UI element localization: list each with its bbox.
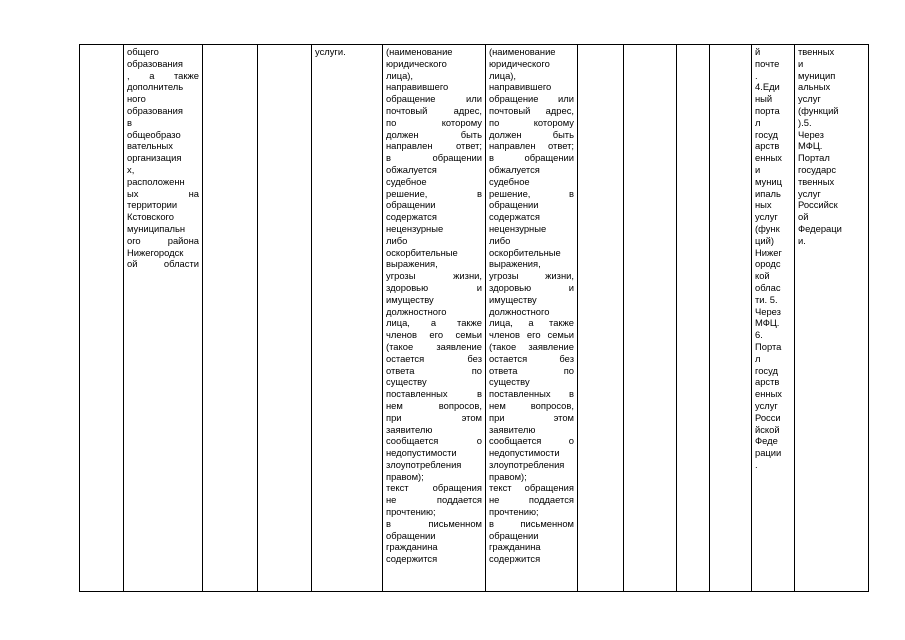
table-cell-refusal-grounds-a: [383, 45, 486, 592]
text-line: Кстовского: [127, 211, 174, 223]
text-line: услуг: [755, 211, 778, 223]
channels-text-a: [755, 46, 791, 471]
text-line: муниципальн: [127, 222, 186, 234]
text-line: дополнитель: [127, 81, 184, 93]
text-line: л: [755, 352, 761, 364]
text-line: ипаль: [755, 187, 781, 199]
text-line: образования: [127, 104, 183, 116]
text-line: нем вопросов,: [489, 399, 574, 411]
channels-text-b: [798, 46, 865, 247]
text-line: прочтению;: [489, 506, 539, 518]
text-line: нем вопросов,: [386, 399, 482, 411]
text-line: ородс: [755, 258, 781, 270]
text-line: нецензурные: [489, 222, 547, 234]
table-cell-refusal-grounds-b: [486, 45, 578, 592]
text-line: направлен ответ;: [386, 140, 482, 152]
text-line: направившего: [489, 81, 552, 93]
text-line: прочтению;: [386, 506, 436, 518]
text-line: при этом: [489, 411, 574, 423]
text-line: остается без: [489, 352, 574, 364]
services-table: [79, 44, 869, 592]
text-line: текст обращения: [386, 482, 482, 494]
text-line: твенных: [798, 46, 835, 57]
text-line: обращении: [386, 199, 436, 211]
text-line: ).5.: [798, 116, 812, 128]
text-line: альных: [798, 81, 831, 93]
text-line: услуг: [798, 93, 821, 105]
text-line: в обращении: [489, 152, 574, 164]
refusal-grounds-text-b: [489, 46, 574, 565]
text-line: оскорбительные: [489, 246, 561, 258]
text-line: угрозы жизни,: [489, 270, 574, 282]
text-line: недопустимости: [386, 447, 457, 459]
text-line: выражения,: [386, 258, 438, 270]
table-cell-empty-3: [258, 45, 312, 592]
text-line: обжалуется: [489, 163, 540, 175]
text-line: содержатся: [386, 211, 437, 223]
text-line: судебное: [386, 175, 427, 187]
text-line: общего: [127, 46, 159, 57]
text-line: госуд: [755, 128, 778, 140]
text-line: обращении: [489, 529, 539, 541]
text-line: лица),: [386, 69, 414, 81]
text-line: расположенн: [127, 175, 185, 187]
text-line: имуществу: [489, 293, 537, 305]
text-line: правом);: [489, 470, 527, 482]
table-cell-education: [124, 45, 203, 592]
text-line: и: [755, 163, 761, 175]
text-line: (наименование: [386, 46, 453, 57]
text-line: Росси: [755, 411, 781, 423]
text-line: существу: [489, 376, 530, 388]
text-line: существу: [386, 376, 427, 388]
table-cell-channels-a: [752, 45, 795, 592]
text-line: нецензурные: [386, 222, 444, 234]
text-line: содержатся: [489, 211, 540, 223]
text-line: в: [127, 116, 132, 128]
text-line: обращении: [489, 199, 539, 211]
text-line: госуд: [755, 364, 778, 376]
table-cell-empty-4: [578, 45, 624, 592]
text-line: общеобразо: [127, 128, 181, 140]
text-line: Нижегородск: [127, 246, 184, 258]
text-line: сообщается о: [386, 435, 482, 447]
text-line: имуществу: [386, 293, 434, 305]
text-line: лица, а также: [489, 317, 574, 329]
text-line: енных: [755, 152, 782, 164]
text-line: государс: [798, 163, 837, 175]
text-line: ответа по: [489, 364, 574, 376]
text-line: членов его семьи: [386, 329, 482, 341]
text-line: поставленных в: [489, 388, 574, 400]
text-line: ой области: [127, 258, 199, 270]
text-line: обращение или: [489, 93, 574, 105]
text-line: образования: [127, 57, 183, 69]
text-line: услуг: [755, 399, 778, 411]
table-cell-empty-1: [80, 45, 124, 592]
text-line: в обращении: [386, 152, 482, 164]
text-line: текст обращения: [489, 482, 574, 494]
text-line: ций): [755, 234, 774, 246]
text-line: не поддается: [489, 494, 574, 506]
text-line: должностного: [489, 305, 550, 317]
text-line: обращении: [386, 529, 436, 541]
text-line: муниц: [755, 175, 783, 187]
refusal-grounds-text-a: [386, 46, 482, 565]
text-line: енных: [755, 388, 782, 400]
text-line: твенных: [798, 175, 835, 187]
text-line: 6.: [755, 329, 763, 341]
text-line: (функций: [798, 104, 839, 116]
text-line: должен быть: [386, 128, 482, 140]
text-line: облас: [755, 281, 781, 293]
text-line: и: [798, 57, 804, 69]
text-line: почте: [755, 57, 780, 69]
text-line: обжалуется: [386, 163, 437, 175]
text-line: содержится: [489, 553, 541, 565]
education-text: [127, 46, 199, 270]
text-line: обращение или: [386, 93, 482, 105]
text-line: арств: [755, 376, 780, 388]
text-line: поставленных в: [386, 388, 482, 400]
text-line: здоровью и: [386, 281, 482, 293]
text-line: арств: [755, 140, 780, 152]
text-line: й: [755, 46, 761, 57]
text-line: х,: [127, 163, 135, 175]
text-line: , а также: [127, 69, 199, 81]
table-cell-empty-6: [677, 45, 710, 592]
text-line: правом);: [386, 470, 424, 482]
text-line: почтовый адрес,: [386, 104, 482, 116]
table-cell-channels-b: [795, 45, 869, 592]
text-line: остается без: [386, 352, 482, 364]
text-line: членов его семьи: [489, 329, 574, 341]
text-line: ой: [798, 211, 809, 223]
text-line: либо: [386, 234, 408, 246]
text-line: лица),: [489, 69, 517, 81]
text-line: Нижег: [755, 246, 782, 258]
text-line: заявителю: [386, 423, 433, 435]
text-line: услуг: [798, 187, 821, 199]
text-line: здоровью и: [489, 281, 574, 293]
text-line: ный: [755, 93, 773, 105]
text-line: вательных: [127, 140, 173, 152]
text-line: и.: [798, 234, 806, 246]
text-line: в письменном: [386, 517, 482, 529]
text-line: территории: [127, 199, 178, 211]
text-line: (такое заявление: [489, 340, 574, 352]
text-line: йской: [755, 423, 780, 435]
text-line: ти. 5.: [755, 293, 778, 305]
text-line: рации: [755, 447, 782, 459]
text-line: гражданина: [386, 541, 438, 553]
text-line: .: [755, 69, 758, 81]
text-line: Феде: [755, 435, 778, 447]
text-line: муницип: [798, 69, 836, 81]
text-line: .: [755, 458, 758, 470]
text-line: ых на: [127, 187, 199, 199]
text-line: при этом: [386, 411, 482, 423]
text-line: направившего: [386, 81, 449, 93]
text-line: кой: [755, 270, 770, 282]
text-line: должен быть: [489, 128, 574, 140]
text-line: Портал: [798, 152, 830, 164]
text-line: недопустимости: [489, 447, 560, 459]
table-cell-empty-5: [624, 45, 677, 592]
text-line: юридического: [489, 57, 550, 69]
text-line: злоупотребления: [386, 458, 462, 470]
text-line: гражданина: [489, 541, 541, 553]
text-line: сообщается о: [489, 435, 574, 447]
text-line: ного: [127, 93, 146, 105]
text-line: МФЦ.: [755, 317, 780, 329]
text-line: должностного: [386, 305, 447, 317]
text-line: Российск: [798, 199, 838, 211]
table-cell-services: [312, 45, 383, 592]
text-line: ных: [755, 199, 772, 211]
text-line: либо: [489, 234, 511, 246]
text-line: угрозы жизни,: [386, 270, 482, 282]
text-line: ого района: [127, 234, 199, 246]
text-line: Через: [755, 305, 781, 317]
text-line: судебное: [489, 175, 530, 187]
text-line: Через: [798, 128, 824, 140]
table-row: [80, 45, 869, 592]
table-cell-empty-7: [710, 45, 752, 592]
text-line: (функ: [755, 222, 780, 234]
text-line: оскорбительные: [386, 246, 458, 258]
text-line: организация: [127, 152, 182, 164]
text-line: порта: [755, 104, 780, 116]
text-line: (наименование: [489, 46, 556, 57]
text-line: по которому: [489, 116, 574, 128]
text-line: злоупотребления: [489, 458, 565, 470]
text-line: Порта: [755, 340, 782, 352]
services-text: услуги.: [315, 46, 346, 57]
text-line: направлен ответ;: [489, 140, 574, 152]
text-line: юридического: [386, 57, 447, 69]
text-line: лица, а также: [386, 317, 482, 329]
text-line: не поддается: [386, 494, 482, 506]
text-line: по которому: [386, 116, 482, 128]
text-line: содержится: [386, 553, 438, 565]
table-cell-empty-2: [203, 45, 258, 592]
text-line: в письменном: [489, 517, 574, 529]
text-line: выражения,: [489, 258, 541, 270]
text-line: заявителю: [489, 423, 536, 435]
text-line: л: [755, 116, 761, 128]
text-line: 4.Еди: [755, 81, 780, 93]
text-line: (такое заявление: [386, 340, 482, 352]
text-line: ответа по: [386, 364, 482, 376]
text-line: решение, в: [489, 187, 574, 199]
text-line: почтовый адрес,: [489, 104, 574, 116]
text-line: МФЦ.: [798, 140, 823, 152]
text-line: решение, в: [386, 187, 482, 199]
text-line: Федераци: [798, 222, 842, 234]
